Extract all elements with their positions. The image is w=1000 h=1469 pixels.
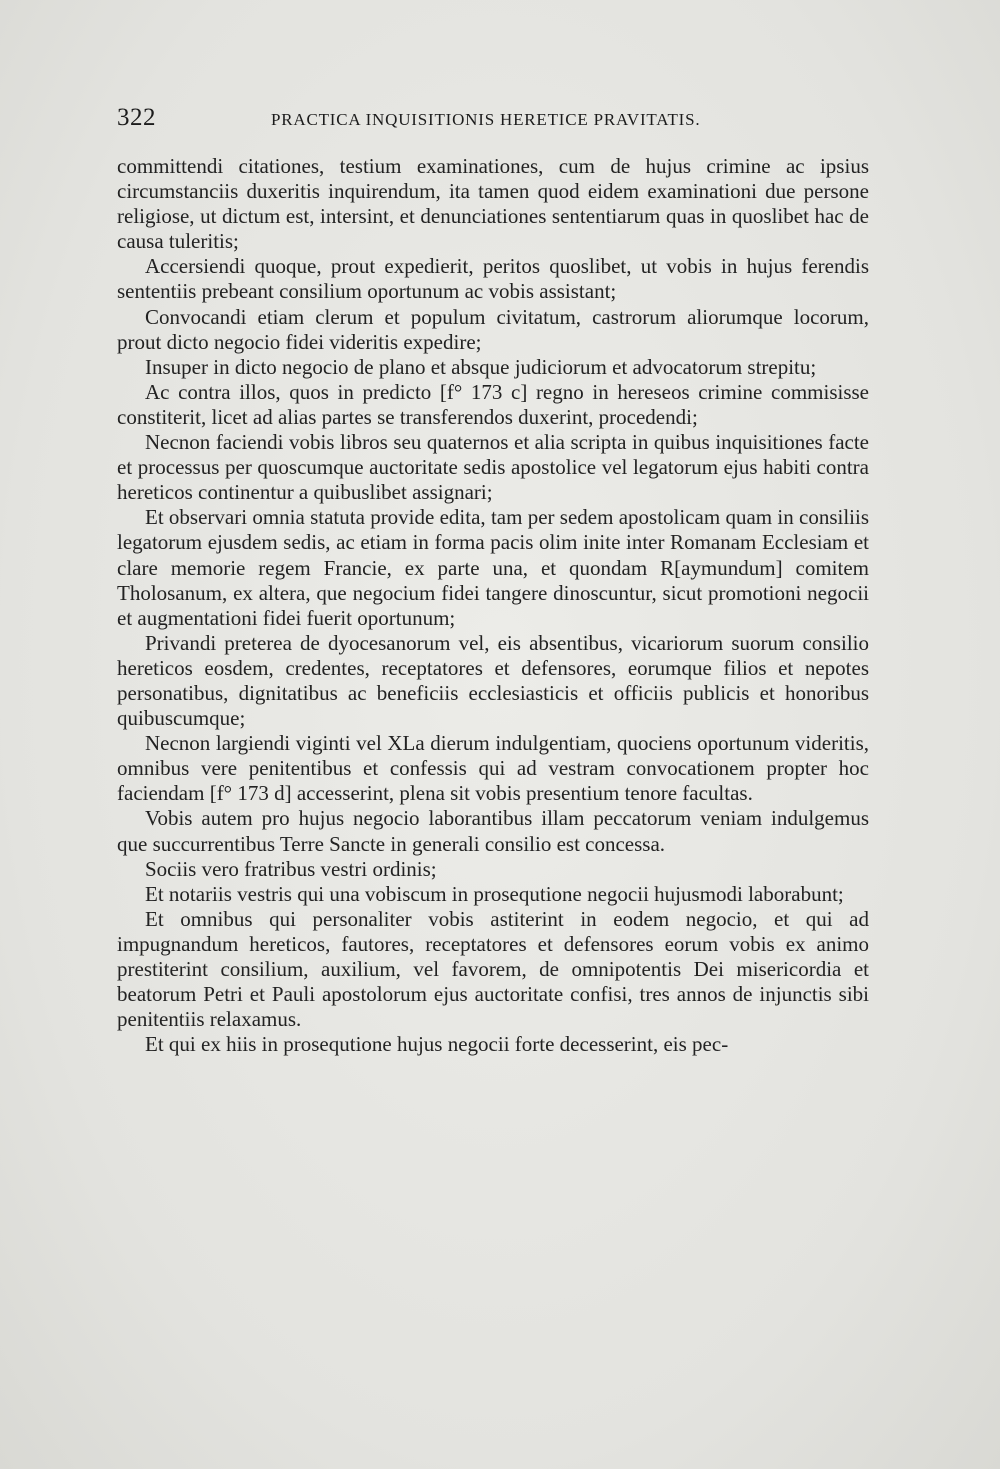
paragraph: Convocandi etiam clerum et populum civitatum, castrorum aliorumque locorum, prout dicto negocio fidei videritis expedire; (117, 304, 869, 354)
paragraph: Et omnibus qui personaliter vobis astiterint in eodem negocio, et qui ad impugnandum hereticos, fautores, receptatores et defensores eorum vobis ex animo prestiterint consilium, auxilium, vel favorem, de omnipotentis Dei misericordia et beatorum Petri et Pauli apostolorum ejus auctoritate confisi, tres annos de injunctis sibi penitentiis relaxamus. (117, 906, 869, 1032)
page-number: 322 (117, 104, 156, 131)
running-head: PRACTICA INQUISITIONIS HERETICE PRAVITATIS. (271, 110, 701, 129)
paragraph: Ac contra illos, quos in predicto [f° 173 c] regno in hereseos crimine commisisse constiterit, licet ad alias partes se transferendos duxerint, procedendi; (117, 379, 869, 429)
paragraph: Accersiendi quoque, prout expedierit, peritos quoslibet, ut vobis in hujus ferendis sententiis prebeant consilium oportunum ac vobis assistant; (117, 254, 869, 304)
paragraph: Necnon largiendi viginti vel XLa dierum indulgentiam, quociens oportunum videritis, omnibus vere penitentibus et confessis qui ad vestram convocationem propter hoc faciendam [f° 173 d] accesserint, plena sit vobis presentium tenore facultas. (117, 731, 869, 806)
paragraph: Vobis autem pro hujus negocio laborantibus illam peccatorum veniam indulgemus que succurrentibus Terre Sancte in generali consilio est concessa. (117, 806, 869, 856)
page-header (117, 104, 877, 140)
paragraph: committendi citationes, testium examinationes, cum de hujus crimine ac ipsius circumstanciis duxeritis inquirendum, ita tamen quod eidem examinationi due persone religiose, ut dictum est, intersint, et denunciationes sententiarum quas in quoslibet hac de causa tuleritis; (117, 154, 869, 254)
paragraph: Sociis vero fratribus vestri ordinis; (145, 856, 437, 881)
body-text (117, 154, 869, 1057)
paragraph: Privandi preterea de dyocesanorum vel, eis absentibus, vicariorum suorum consilio hereticos eosdem, credentes, receptatores et defensores, eorumque filios et nepotes personatibus, dignitatibus ac beneficiis ecclesiasticis et officiis publicis et honoribus quibuscumque; (117, 630, 869, 731)
paragraph: Et notariis vestris qui una vobiscum in prosequtione negocii hujusmodi laborabunt; (145, 881, 844, 906)
paragraph: Insuper in dicto negocio de plano et absque judiciorum et advocatorum strepitu; (145, 354, 817, 379)
paragraph: Et observari omnia statuta provide edita, tam per sedem apostolicam quam in consiliis legatorum ejusdem sedis, ac etiam in forma pacis olim inite inter Romanam Ecclesiam et clare memorie regem Francie, ex parte una, et quondam R[aymundum] comitem Tholosanum, ex altera, que negocium fidei tangere dinoscuntur, sicut promotioni negocii et augmentationi fidei fuerit oportunum; (117, 505, 869, 630)
paragraph: Necnon faciendi vobis libros seu quaternos et alia scripta in quibus inquisitiones facte et processus per quoscumque auctoritate sedis apostolice vel legatorum ejus habiti contra hereticos continentur a quibuslibet assignari; (117, 430, 869, 505)
paragraph: Et qui ex hiis in prosequtione hujus negocii forte decesserint, eis pec- (145, 1032, 729, 1057)
